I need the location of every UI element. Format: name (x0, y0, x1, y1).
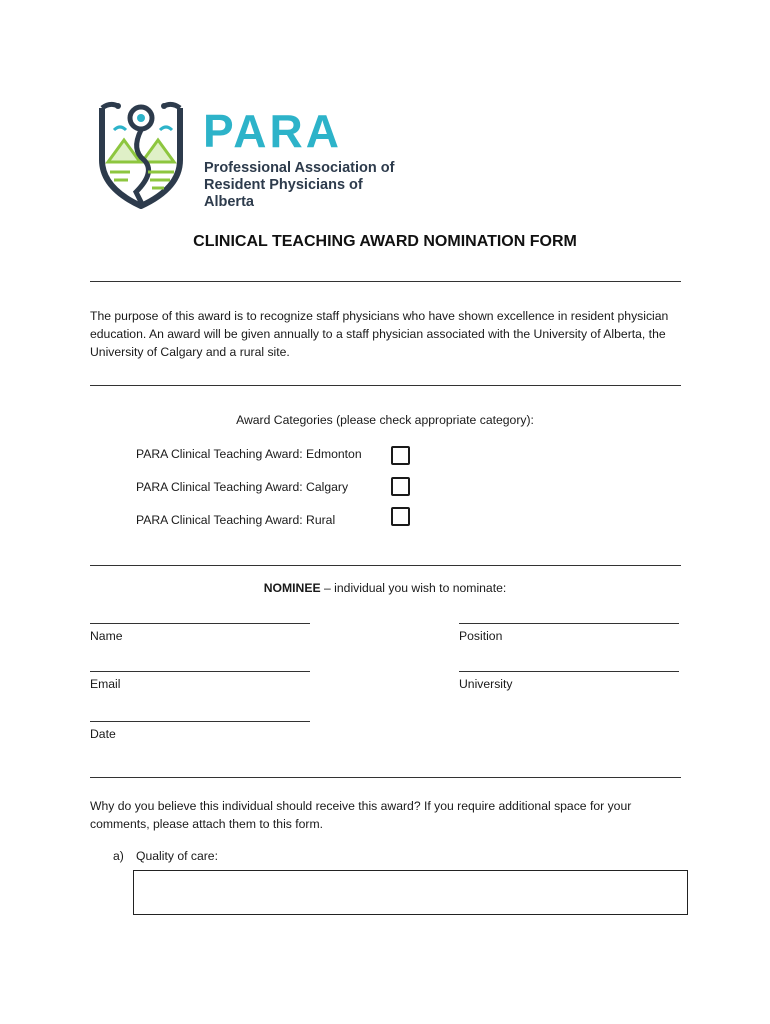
form-title: CLINICAL TEACHING AWARD NOMINATION FORM (193, 233, 577, 250)
item-a-marker: a) (113, 849, 124, 863)
date-input-line[interactable] (90, 721, 310, 722)
position-input-line[interactable] (459, 623, 679, 624)
checkbox-calgary[interactable] (391, 477, 410, 496)
nominee-heading-bold: NOMINEE (263, 581, 321, 595)
purpose-text: The purpose of this award is to recognize staff physicians who have shown excellence in resident physician education. An award will be given annually to a staff physician associated with the University of Alberta, the University of Calgary and a rural site. (90, 309, 669, 359)
email-input-line[interactable] (90, 671, 310, 672)
quality-of-care-textbox[interactable] (133, 870, 688, 915)
checkbox-rural[interactable] (391, 507, 410, 526)
divider (90, 385, 681, 386)
brand-subtitle-line1: Professional Association of (204, 160, 395, 176)
shield-stethoscope-icon (96, 100, 192, 210)
divider (90, 777, 681, 778)
university-label: University (459, 677, 513, 691)
checkbox-edmonton[interactable] (391, 446, 410, 465)
question-text: Why do you believe this individual should receive this award? If you require additional space for your comments, please attach them to this form. (90, 799, 632, 831)
category-label-rural: PARA Clinical Teaching Award: Rural (136, 513, 336, 527)
date-label: Date (90, 727, 116, 741)
brand-subtitle-line2: Resident Physicians of Alberta (204, 177, 363, 210)
nominee-heading (0, 581, 770, 595)
category-label-calgary: PARA Clinical Teaching Award: Calgary (136, 480, 349, 494)
categories-heading: Award Categories (please check appropriate category): (236, 413, 534, 427)
name-label: Name (90, 629, 123, 643)
brand-subtitle (204, 160, 414, 211)
category-label-edmonton: PARA Clinical Teaching Award: Edmonton (136, 447, 362, 461)
position-label: Position (459, 629, 503, 643)
name-input-line[interactable] (90, 623, 310, 624)
nominee-heading-rest: – individual you wish to nominate: (320, 581, 507, 595)
divider (90, 565, 681, 566)
divider (90, 281, 681, 282)
brand-name: PARA (203, 105, 342, 157)
university-input-line[interactable] (459, 671, 679, 672)
item-a-label: Quality of care: (136, 849, 218, 863)
email-label: Email (90, 677, 121, 691)
